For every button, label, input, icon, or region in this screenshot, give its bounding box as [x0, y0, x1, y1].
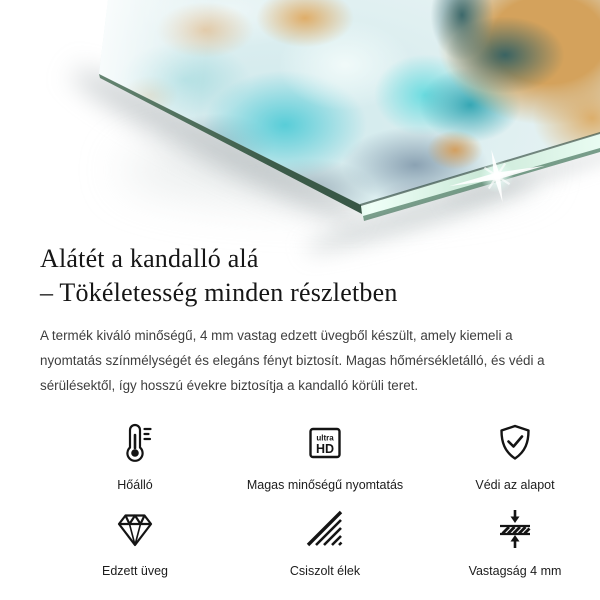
svg-text:ultra: ultra — [316, 433, 334, 443]
thermometer-icon — [113, 419, 157, 467]
feature-item-protects-base — [420, 419, 600, 492]
feature-label: Védi az alapot — [475, 477, 555, 492]
features-grid — [40, 419, 600, 578]
beveled-edge-icon — [303, 505, 347, 553]
product-photo — [0, 0, 600, 240]
feature-item-heat-resistant — [40, 419, 230, 492]
title-line-2: – Tökéletesség minden részletben — [40, 277, 398, 307]
feature-label: Magas minőségű nyomtatás — [246, 477, 404, 492]
shield-check-icon — [493, 419, 537, 467]
diamond-icon — [113, 505, 157, 553]
ultra-hd-icon — [303, 419, 347, 467]
feature-item-thickness-4mm — [420, 505, 600, 578]
feature-label: Vastagság 4 mm — [468, 563, 562, 578]
feature-item-polished-edges — [230, 505, 420, 578]
title-line-1: Alátét a kandalló alá — [40, 244, 259, 273]
thickness-icon — [493, 505, 537, 553]
section-description: A termék kiváló minőségű, 4 mm vastag edzett üvegből készült, amely kiemeli a nyomtatás színmélységét és elegáns fényt biztosít. Magas hőmérsékletálló, és védi a sérülésektől, így hosszú évekre biztosítja a kandalló körüli teret. — [40, 327, 545, 393]
product-description-section — [0, 240, 600, 578]
feature-item-tempered-glass — [40, 505, 230, 578]
feature-label: Hőálló — [117, 477, 153, 492]
svg-text:HD: HD — [315, 441, 335, 456]
feature-label: Edzett üveg — [101, 563, 168, 578]
feature-label: Csiszolt élek — [289, 563, 361, 578]
sparkle-highlight — [442, 141, 552, 211]
feature-item-ultra-hd-print — [230, 419, 420, 492]
section-title — [40, 242, 560, 310]
